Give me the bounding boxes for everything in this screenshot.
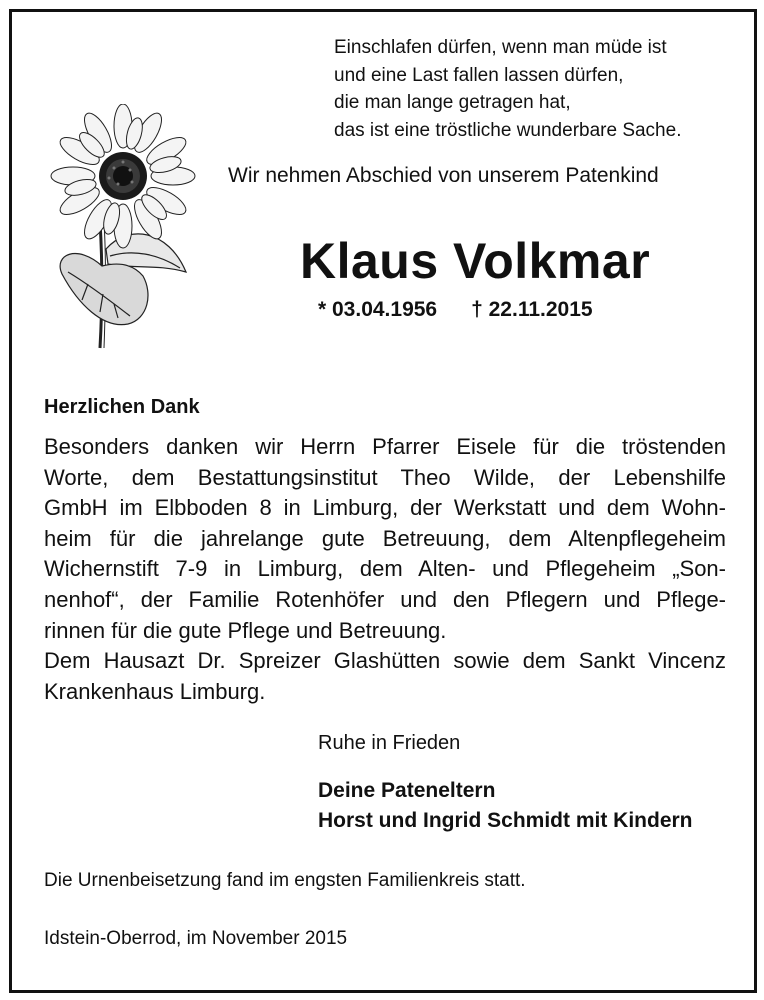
text-line: Wichernstift 7-9 in Limburg, dem Alten- und Pflegeheim „Son-: [44, 556, 726, 582]
poem-line: die man lange getragen hat,: [334, 92, 571, 113]
place-date: Idstein-Oberrod, im November 2015: [44, 928, 348, 949]
burial-note: Die Urnenbeisetzung fand im engsten Familienkreis statt.: [44, 870, 526, 891]
poem-line: und eine Last fallen lassen dürfen,: [334, 64, 624, 86]
thanks-text: [44, 432, 726, 707]
rest-in-peace: Ruhe in Frieden: [318, 732, 461, 754]
intro-line: Wir nehmen Abschied von unserem Patenkind: [228, 164, 659, 187]
poem-line: Einschlafen dürfen, wenn man müde ist: [334, 37, 667, 58]
signature-line-2: Horst und Ingrid Schmidt mit Kindern: [318, 809, 693, 832]
text-line: heim für die jahrelange gute Betreuung, dem Altenpflegeheim: [44, 525, 726, 551]
text-line: GmbH im Elbboden 8 in Limburg, der Werkstatt und dem Wohn-: [44, 495, 726, 521]
text-line: Dem Hausazt Dr. Spreizer Glashütten sowie dem Sankt Vincenz: [44, 648, 726, 674]
text-line: Besonders danken wir Herrn Pfarrer Eisele für die tröstenden: [44, 434, 726, 459]
birth-date: * 03.04.1956: [318, 298, 438, 321]
poem-line: das ist eine tröstliche wunderbare Sache.: [334, 119, 682, 141]
sunflower-illustration: [48, 104, 198, 350]
text-line: Krankenhaus Limburg.: [44, 678, 266, 704]
signature-line-1: Deine Pateneltern: [318, 779, 496, 802]
poem: [334, 34, 734, 144]
deceased-name: Klaus Volkmar: [300, 233, 651, 289]
thanks-heading: Herzlichen Dank: [44, 396, 200, 418]
text-line: Worte, dem Bestattungsinstitut Theo Wilde, der Lebenshilfe: [44, 464, 726, 490]
death-date: † 22.11.2015: [471, 298, 593, 321]
text-line: nenhof“, der Familie Rotenhöfer und den Pflegern und Pflege-: [44, 586, 726, 612]
signature: [318, 776, 693, 836]
text-line: rinnen für die gute Pflege und Betreuung.: [44, 617, 447, 643]
life-dates: [318, 298, 593, 322]
